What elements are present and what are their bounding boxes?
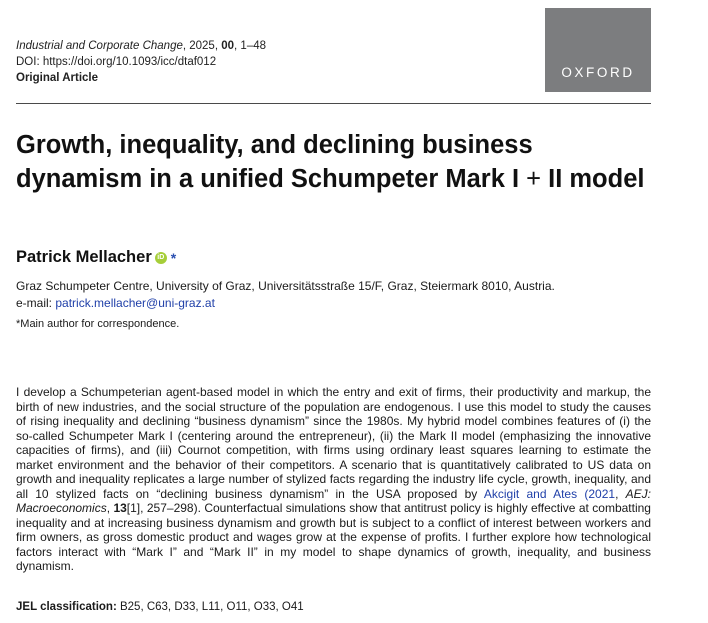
email-link[interactable]: patrick.mellacher@uni-graz.at [55,296,215,310]
citation-link[interactable]: Akcigit and Ates (2021 [483,486,616,501]
title-end: II model [541,165,645,193]
email-label: e-mail: [16,296,56,310]
journal-name: Industrial and Corporate Change [16,40,183,52]
journal-pages: , 1–48 [234,40,267,52]
journal-year: , 2025, [182,40,222,52]
doi[interactable]: DOI: https://doi.org/10.1093/icc/dtaf012 [16,56,217,68]
journal-meta [16,38,266,86]
author-name[interactable]: Patrick Mellacher [16,248,152,266]
author-line [16,248,176,267]
abstract [16,385,651,574]
journal-volume: 00 [221,40,235,52]
journal-citation [16,38,266,54]
jel-label: JEL classification: [16,601,117,613]
abstract-part-2: [1], 257–298). Counterfactual simulations show that antitrust policy is highly effective at combatting inequality and at increasing business dynamism and growth but is subject to a conflict of interest between workers and firm owners, as gross domestic product and wages grow at the expense of profits. I further explore how technological factors interact with “Mark I” and “Mark II” in my model to shape dynamics of growth, inequality, and business dynamism. [16,501,651,573]
oxford-logo[interactable] [545,8,651,92]
reference-volume: 13 [113,501,127,515]
journal-reference: AEJ: Macroeconomics [16,486,651,515]
abstract-part-1: I develop a Schumpeterian agent-based model in which the entry and exit of firms, their productivity and markup, the birth of new industries, and the social structure of the population are endogenous. I use this model to study the causes of rising inequality and declining “business dynamism” since the 1980s. My hybrid model combines features of (i) the so-called Schumpeter Mark I (centering around the entrepreneur), (ii) the Mark II model (emphasizing the innovative capacities of firms), and (iii) Cournot competition, with firms using ordinary least squares learning to estimate the market environment and the behavior of their competitors. A scenario that is quantitatively calibrated to US data on growth and inequality replicates a large number of stylized facts regarding the industry life cycle, growth, inequality, and all 10 stylized facts on “declining business dynamism” in the USA proposed by [16,385,651,501]
abstract-sep: , [615,486,626,501]
orcid-icon[interactable]: iD [155,252,167,264]
email-line [16,295,215,311]
header-divider [16,103,651,104]
title-plus: + [526,165,542,193]
correspondence-marker[interactable]: * [170,249,177,266]
jel-classification [16,600,304,615]
article-type: Original Article [16,72,99,84]
title-main: Growth, inequality, and declining business dynamism in a unified Schumpeter Mark I [16,131,533,193]
abstract-vol-sep: , [106,501,114,515]
oxford-logo-text: OXFORD [561,65,635,80]
jel-codes: B25, C63, D33, L11, O11, O33, O41 [116,601,304,613]
affiliation: Graz Schumpeter Centre, University of Graz, Universitätsstraße 15/F, Graz, Steiermark 8010, Austria. [16,279,555,293]
article-title [16,128,656,196]
correspondence-note: *Main author for correspondence. [16,318,180,330]
